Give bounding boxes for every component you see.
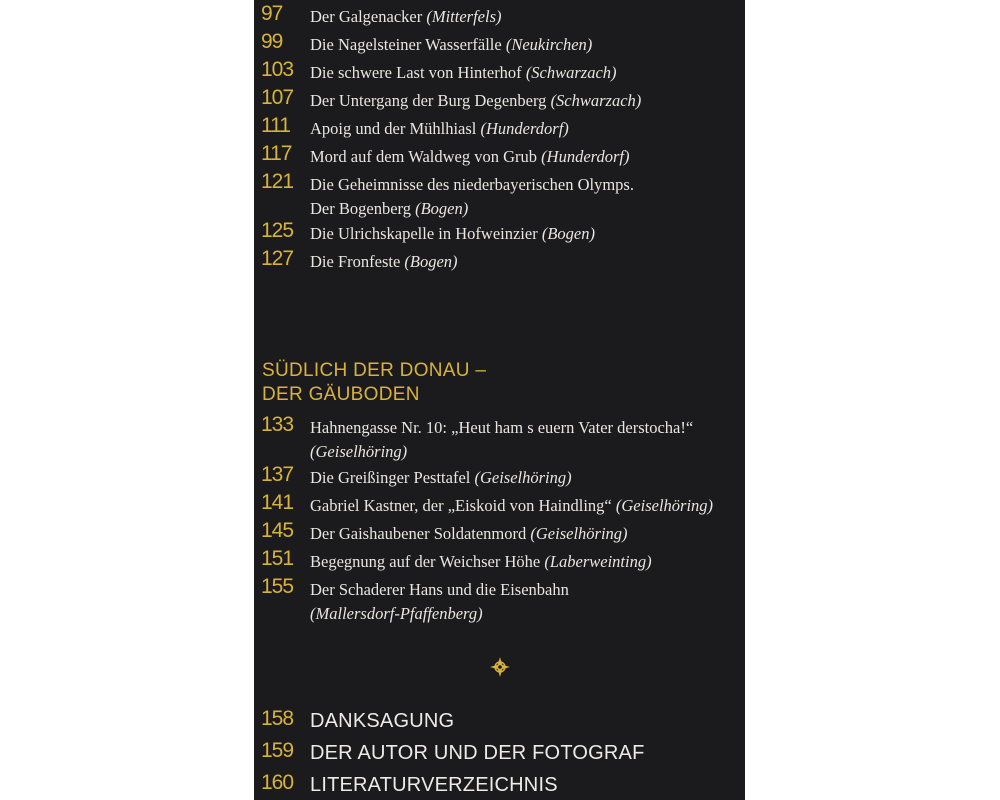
- entry-text: [310, 5, 740, 29]
- entry-text: [310, 61, 740, 85]
- entry-title: Der Schaderer Hans und die Eisenbahn: [310, 580, 569, 599]
- entry-title: Der Untergang der Burg Degenberg: [310, 91, 547, 110]
- page-number: 141: [261, 491, 294, 514]
- entry-text: [310, 466, 740, 490]
- entry-place: (Geiselhöring): [474, 468, 572, 487]
- entry-place: (Hunderdorf): [541, 147, 630, 166]
- entry-title: Gabriel Kastner, der „Eiskoid von Haindling“: [310, 496, 612, 515]
- page-number: 145: [261, 519, 294, 542]
- entry-title: Die Geheimnisse des niederbayerischen Olymps.: [310, 175, 634, 194]
- page-number: 151: [261, 547, 294, 570]
- entry-place: (Mallersdorf-Pfaffenberg): [310, 604, 483, 623]
- entry-title: Der Gaishaubener Soldatenmord: [310, 524, 527, 543]
- entry-text: [310, 522, 740, 546]
- entry-text: [310, 578, 740, 626]
- entry-title: Mord auf dem Waldweg von Grub: [310, 147, 538, 166]
- entry-title: DANKSAGUNG: [310, 710, 455, 732]
- entry-title: Die schwere Last von Hinterhof: [310, 63, 522, 82]
- entry-place: (Schwarzach): [525, 63, 617, 82]
- entry-place: (Hunderdorf): [480, 119, 569, 138]
- entry-title: Die Greißinger Pesttafel: [310, 468, 471, 487]
- entry-place: (Geiselhöring): [615, 496, 714, 515]
- page-number: 137: [261, 463, 294, 486]
- entry-title: Begegnung auf der Weichser Höhe: [310, 552, 541, 571]
- entry-text: [310, 173, 740, 221]
- page-number: 99: [261, 30, 283, 53]
- entry-text: [310, 117, 740, 141]
- entry-title-line2: Der Bogenberg: [310, 199, 411, 218]
- entry-place: (Bogen): [404, 252, 458, 271]
- entry-text: [310, 145, 740, 169]
- compass-ornament-icon: [490, 657, 510, 677]
- page-number: 159: [261, 739, 294, 762]
- entry-title: Die Ulrichskapelle in Hofweinzier: [310, 224, 538, 243]
- page-number: 158: [261, 707, 294, 730]
- entry-place: (Neukirchen): [505, 35, 593, 54]
- entry-title: Der Galgenacker: [310, 7, 423, 26]
- page-number: 125: [261, 219, 294, 242]
- entry-place: (Laberweinting): [544, 552, 652, 571]
- page-number: 155: [261, 575, 294, 598]
- entry-text: [310, 416, 740, 464]
- page-number: 103: [261, 58, 294, 81]
- page-number: 133: [261, 413, 294, 436]
- page-number: 107: [261, 86, 294, 109]
- page-number: 127: [261, 247, 294, 270]
- section-heading: [262, 359, 486, 407]
- entry-text: [310, 33, 740, 57]
- entry-text: [310, 550, 740, 574]
- section-heading-line1: SÜDLICH DER DONAU –: [262, 360, 487, 381]
- page-number: 111: [261, 114, 290, 137]
- page-number: 117: [261, 142, 292, 165]
- ornament-divider: [254, 656, 745, 678]
- entry-text: [310, 250, 740, 274]
- entry-title: Die Fronfeste: [310, 252, 401, 271]
- toc-page: [254, 0, 745, 800]
- entry-place: (Geiselhöring): [310, 442, 408, 461]
- entry-title: Die Nagelsteiner Wasserfälle: [310, 35, 502, 54]
- entry-title: Hahnengasse Nr. 10: „Heut ham s euern Vater derstocha!“: [310, 418, 694, 437]
- page-number: 97: [261, 2, 283, 25]
- entry-place: (Schwarzach): [550, 91, 642, 110]
- entry-title: LITERATURVERZEICHNIS: [310, 774, 558, 796]
- entry-title: Apoig und der Mühlhiasl: [310, 119, 477, 138]
- entry-text: [310, 222, 740, 246]
- entry-title: DER AUTOR UND DER FOTOGRAF: [310, 742, 645, 764]
- entry-place: (Mitterfels): [426, 7, 502, 26]
- entry-place: (Geiselhöring): [530, 524, 628, 543]
- entry-place: (Bogen): [541, 224, 595, 243]
- section-heading-line2: DER GÄUBODEN: [262, 384, 420, 405]
- entry-text: [310, 89, 740, 113]
- page-number: 121: [261, 170, 294, 193]
- entry-place: (Bogen): [415, 199, 469, 218]
- page-number: 160: [261, 771, 294, 794]
- entry-text: [310, 494, 740, 518]
